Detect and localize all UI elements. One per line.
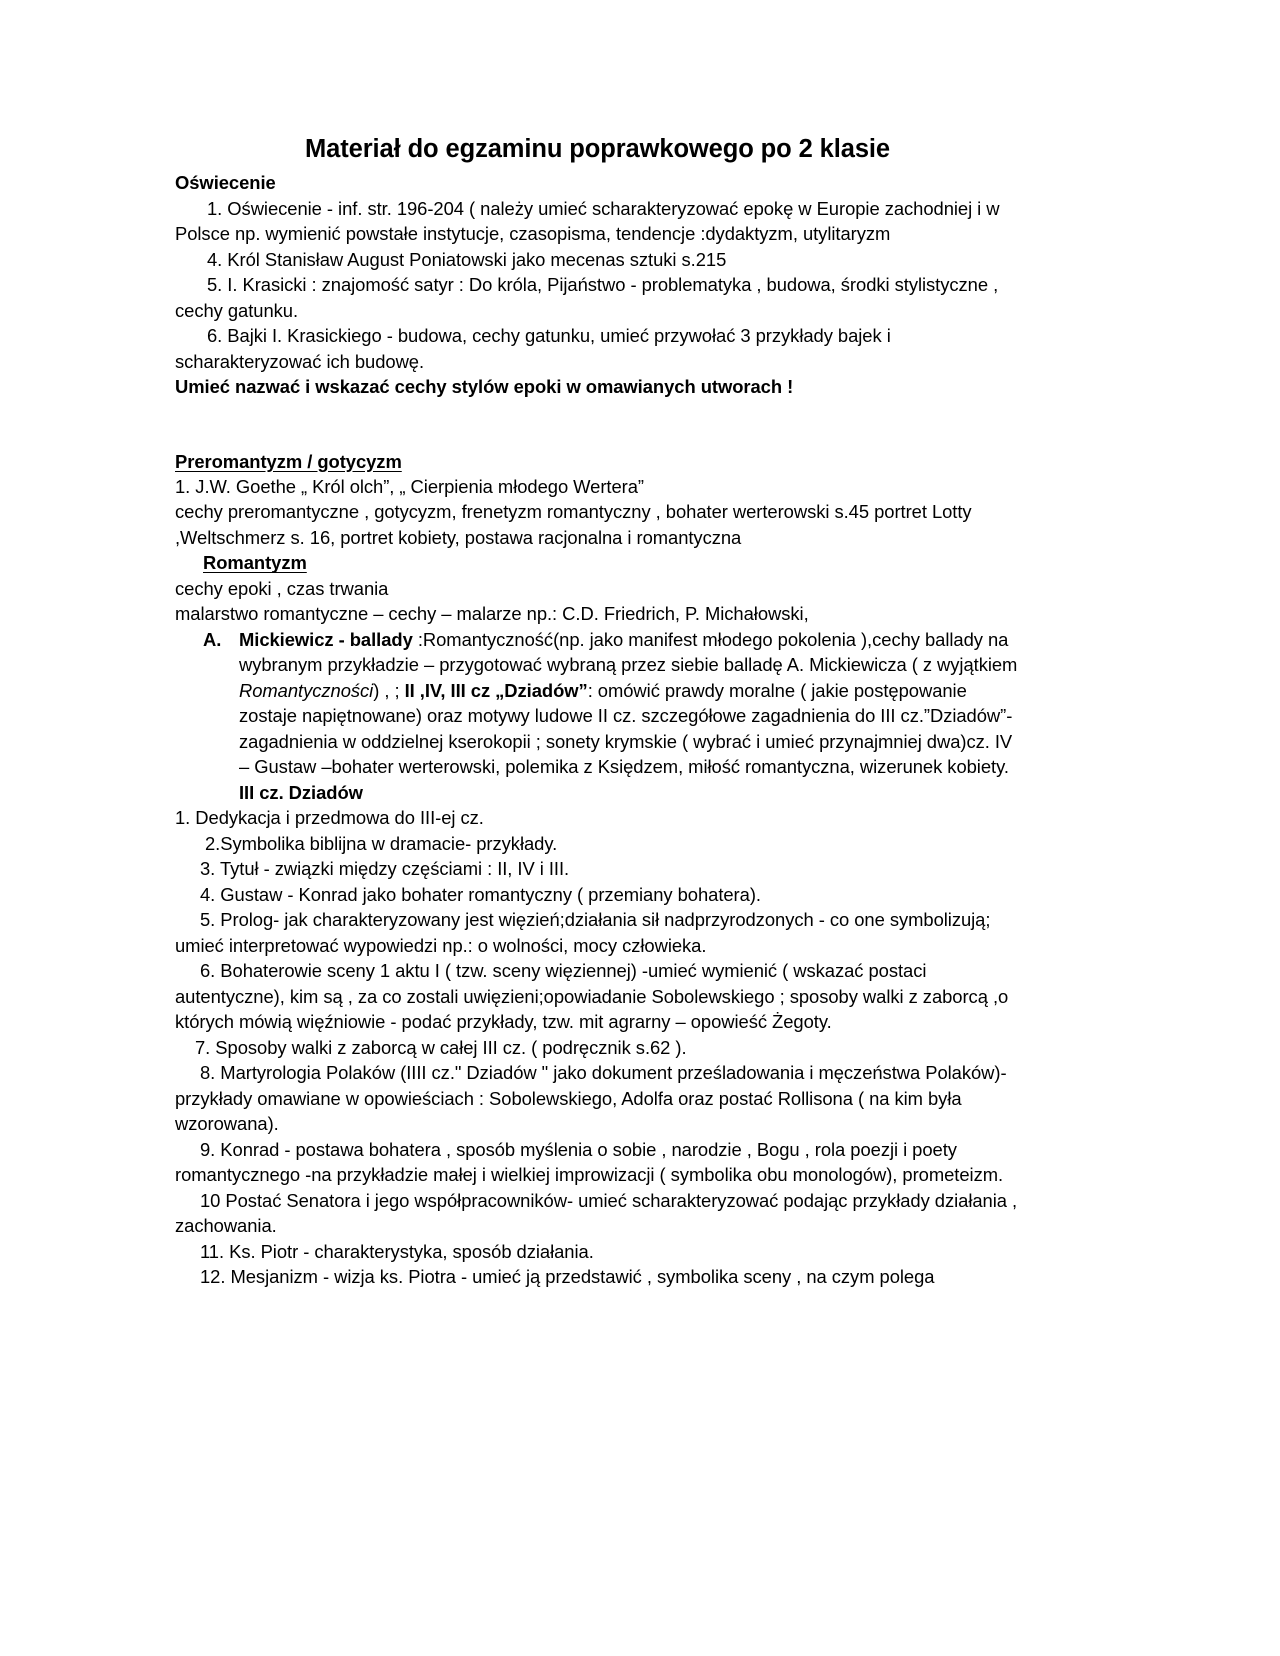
romantyzm-heading-text: Romantyzm: [203, 552, 307, 574]
subheading-lead: III cz: [239, 781, 279, 803]
spacer-2: [175, 425, 1020, 449]
oswiecenie-item-5: 5. I. Krasicki : znajomość satyr : Do króla, Pijaństwo - problematyka , budowa, środki stylistyczne , cechy gatunku.: [175, 274, 999, 321]
dziadow-item-5: 5. Prolog- jak charakteryzowany jest więzień;działania sił nadprzyrodzonych - co one symbolizują; umieć interpretować wypowiedzi np.: o wolności, mocy człowieka.: [175, 909, 991, 956]
dziadow-item-11: 11. Ks. Piotr - charakterystyka, sposób działania.: [200, 1240, 594, 1262]
dziadow-item-8: 8. Martyrologia Polaków (IIII cz." Dziadów " jako dokument prześladowania i męczeństwa Polaków)- przykłady omawiane w opowieściach : Sobolewskiego, Adolfa oraz postać Rollisona ( na kim była wzorowana).: [175, 1062, 1007, 1135]
section-heading-romantyzm: [175, 550, 1020, 575]
dziadow-item-7: 7. Sposoby walki z zaborcą w całej III cz. ( podręcznik s.62 ).: [195, 1036, 687, 1058]
dziadow-item-4: 4. Gustaw - Konrad jako bohater romantyczny ( przemiany bohatera).: [200, 883, 761, 905]
item-a-bold-dziadow: II ,IV, III cz „Dziadów”: [404, 679, 588, 701]
dziadow-item-1: 1. Dedykacja i przedmowa do III-ej cz.: [175, 807, 484, 829]
spacer-1: [175, 400, 1020, 425]
page-title: Materiał do egzaminu poprawkowego po 2 klasie: [305, 135, 890, 163]
subheading-rest: . Dziadów: [278, 781, 363, 803]
section-heading-oswiecenie: Oświecenie: [175, 172, 276, 194]
dziadow-item-9: 9. Konrad - postawa bohatera , sposób myślenia o sobie , narodzie , Bogu , rola poezji i poety romantycznego -na przykładzie małej i wielkiej improwizacji ( symbolika obu monologów), prometeizm.: [175, 1138, 1004, 1186]
romantyzm-line-2: malarstwo romantyczne – cechy – malarze np.: C.D. Friedrich, P. Michałowski,: [175, 603, 809, 625]
preromantyzm-item-1: 1. J.W. Goethe „ Król olch”, „ Cierpienia młodego Wertera”: [175, 475, 644, 497]
oswiecenie-item-1: 1. Oświecenie - inf. str. 196-204 ( należy umieć scharakteryzować epokę w Europie zachodniej i w Polsce np. wymienić powstałe instytucje, czasopisma, tendencje :dydaktyzm, utylitaryzm: [175, 197, 1000, 245]
dziadow-item-6: 6. Bohaterowie sceny 1 aktu I ( tzw. sceny więziennej) -umieć wymienić ( wskazać postaci autentyczne), kim są , za co zostali uwięzieni;opowiadanie Sobolewskiego ; sposoby walki z zaborcą ,o których mówią więźniowie - podać przykłady, tzw. mit agrarny – opowieść Żegoty.: [175, 960, 1009, 1033]
item-a-bold-lead: Mickiewicz - ballady: [239, 628, 413, 650]
subheading-iii-cz-dziadow: [175, 780, 1020, 805]
romantyzm-item-a: [175, 627, 1020, 780]
preromantyzm-heading-text: Preromantyzm / gotycyzm: [175, 450, 402, 472]
dziadow-item-10: 10 Postać Senatora i jego współpracowników- umieć scharakteryzować podając przykłady działania , zachowania.: [175, 1189, 1018, 1237]
dziadow-item-3: 3. Tytuł - związki między częściami : II, IV i III.: [200, 858, 570, 880]
preromantyzm-line-2: cechy preromantyczne , gotycyzm, frenetyzm romantyczny , bohater werterowski s.45 portret Lotty ,Weltschmerz s. 16, portret kobiety, postawa racjonalna i romantyczna: [175, 501, 972, 548]
oswiecenie-item-6: 6. Bajki I. Krasickiego - budowa, cechy gatunku, umieć przywołać 3 przykłady bajek i scharakteryzować ich budowę.: [175, 325, 891, 372]
item-a-text-3: : omówić prawdy moralne ( jakie postępowanie zostaje napiętnowane) oraz motywy ludowe II cz. szczegółowe zagadnienia do III cz.”Dziadów”- zagadnienia w oddzielnej kserokopii ; sonety krymskie ( wybrać i umieć przynajmniej dwa)cz. IV – Gustaw –bohater werterowski, polemika z Księdzem, miłość romantyczna, wizerunek kobiety.: [239, 679, 1013, 778]
document-body: [175, 133, 1020, 1289]
oswiecenie-note: Umieć nazwać i wskazać cechy stylów epoki w omawianych utworach !: [175, 376, 794, 398]
list-marker-a: A.: [203, 628, 222, 650]
item-a-italic-title: Romantyczności: [239, 679, 374, 701]
oswiecenie-item-4: 4. Król Stanisław August Poniatowski jako mecenas sztuki s.215: [207, 248, 727, 270]
dziadow-item-2: 2.Symbolika biblijna w dramacie- przykłady.: [205, 832, 558, 854]
item-a-text-1: :Romantyczność(np. jako manifest młodego pokolenia ),cechy ballady na wybranym przykładzie – przygotować wybraną przez siebie balladę A. Mickiewicza ( z wyjątkiem: [239, 628, 1018, 676]
item-a-text-2: ) , ;: [373, 679, 405, 701]
section-heading-preromantyzm: [175, 449, 1020, 474]
dziadow-item-12: 12. Mesjanizm - wizja ks. Piotra - umieć ją przedstawić , symbolika sceny , na czym polega: [200, 1266, 935, 1287]
romantyzm-line-1: cechy epoki , czas trwania: [175, 577, 389, 599]
